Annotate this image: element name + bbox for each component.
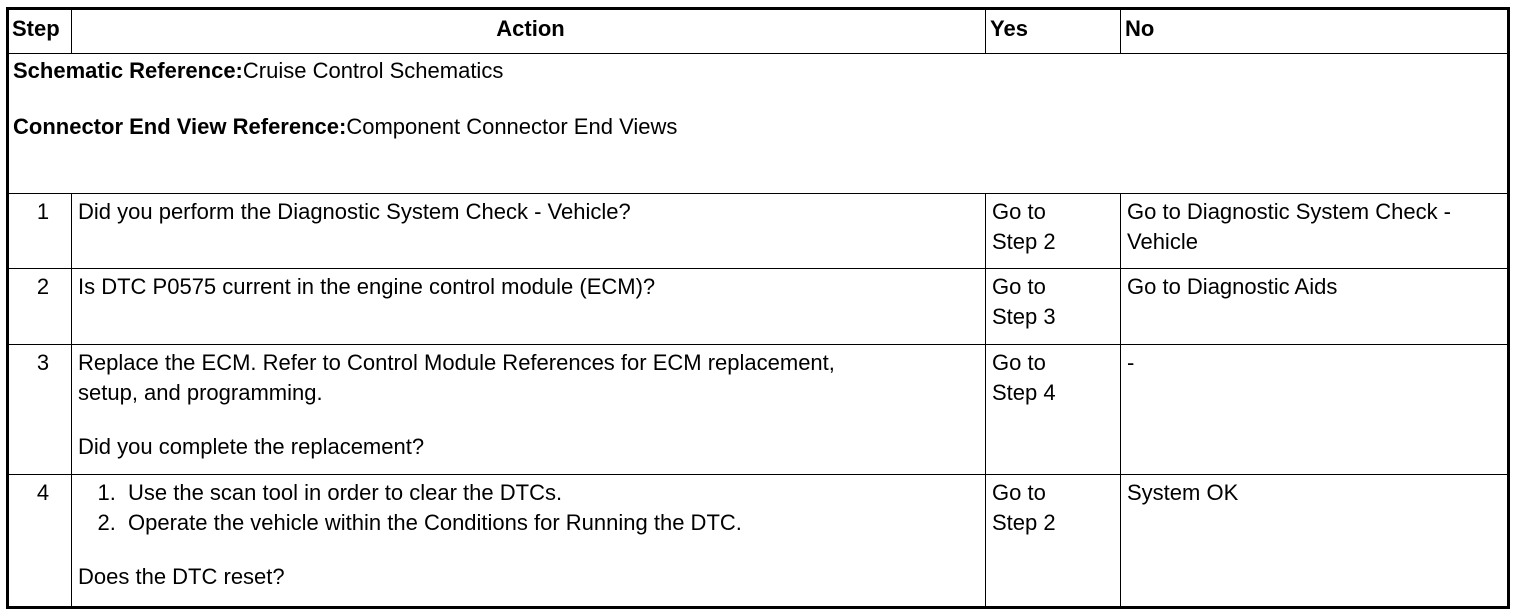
schematic-reference bbox=[13, 56, 1507, 86]
action-step-list bbox=[78, 478, 985, 538]
yes-line: Go to bbox=[992, 480, 1046, 505]
connector-reference bbox=[13, 112, 1507, 142]
diagnostic-table bbox=[6, 7, 1510, 609]
schematic-reference-label: Schematic Reference: bbox=[13, 58, 243, 83]
action-cell: Did you perform the Diagnostic System Check - Vehicle? bbox=[72, 194, 986, 269]
header-action: Action bbox=[72, 9, 986, 54]
header-no: No bbox=[1121, 9, 1509, 54]
yes-line: Go to bbox=[992, 350, 1046, 375]
no-link-continued[interactable]: Vehicle bbox=[1127, 229, 1198, 254]
action-question: Did you complete the replacement? bbox=[78, 434, 425, 459]
yes-cell bbox=[986, 345, 1121, 475]
step-number: 2 bbox=[8, 269, 72, 345]
references-row bbox=[8, 54, 1509, 194]
step-number: 1 bbox=[8, 194, 72, 269]
step-number: 4 bbox=[8, 475, 72, 608]
no-link[interactable]: Go to Diagnostic System Check - bbox=[1127, 199, 1452, 224]
table-row bbox=[8, 194, 1509, 269]
table-header-row bbox=[8, 9, 1509, 54]
no-cell bbox=[1121, 269, 1509, 345]
table-row bbox=[8, 475, 1509, 608]
schematic-reference-value: Cruise Control Schematics bbox=[242, 58, 504, 83]
yes-step-link[interactable]: Step 3 bbox=[992, 304, 1056, 329]
yes-line: Go to bbox=[992, 199, 1046, 224]
no-link[interactable]: System OK bbox=[1127, 480, 1239, 505]
no-value: - bbox=[1127, 350, 1135, 375]
header-yes: Yes bbox=[986, 9, 1121, 54]
action-step-item: 1. Use the scan tool in order to clear the DTCs. bbox=[122, 478, 985, 508]
yes-step-link[interactable]: Step 2 bbox=[992, 229, 1056, 254]
yes-cell bbox=[986, 475, 1121, 608]
no-cell bbox=[1121, 194, 1509, 269]
no-link[interactable]: Go to Diagnostic Aids bbox=[1127, 274, 1338, 299]
action-cell bbox=[72, 345, 986, 475]
yes-line: Go to bbox=[992, 274, 1046, 299]
step-number: 3 bbox=[8, 345, 72, 475]
table-row bbox=[8, 345, 1509, 475]
table-row bbox=[8, 269, 1509, 345]
header-step: Step bbox=[8, 9, 72, 54]
yes-step-link[interactable]: Step 2 bbox=[992, 510, 1056, 535]
action-cell bbox=[72, 475, 986, 608]
connector-reference-label: Connector End View Reference: bbox=[13, 114, 347, 139]
action-question: Does the DTC reset? bbox=[78, 564, 285, 589]
no-cell bbox=[1121, 345, 1509, 475]
yes-cell bbox=[986, 194, 1121, 269]
action-step-item: 2. Operate the vehicle within the Conditions for Running the DTC. bbox=[122, 508, 985, 538]
action-cell: Is DTC P0575 current in the engine control module (ECM)? bbox=[72, 269, 986, 345]
action-instruction: Replace the ECM. Refer to Control Module References for ECM replacement, bbox=[78, 350, 835, 375]
action-instruction-continued: setup, and programming. bbox=[78, 380, 323, 405]
connector-reference-value: Component Connector End Views bbox=[346, 114, 678, 139]
yes-cell bbox=[986, 269, 1121, 345]
references-cell bbox=[8, 54, 1509, 194]
no-cell bbox=[1121, 475, 1509, 608]
yes-step-link[interactable]: Step 4 bbox=[992, 380, 1056, 405]
